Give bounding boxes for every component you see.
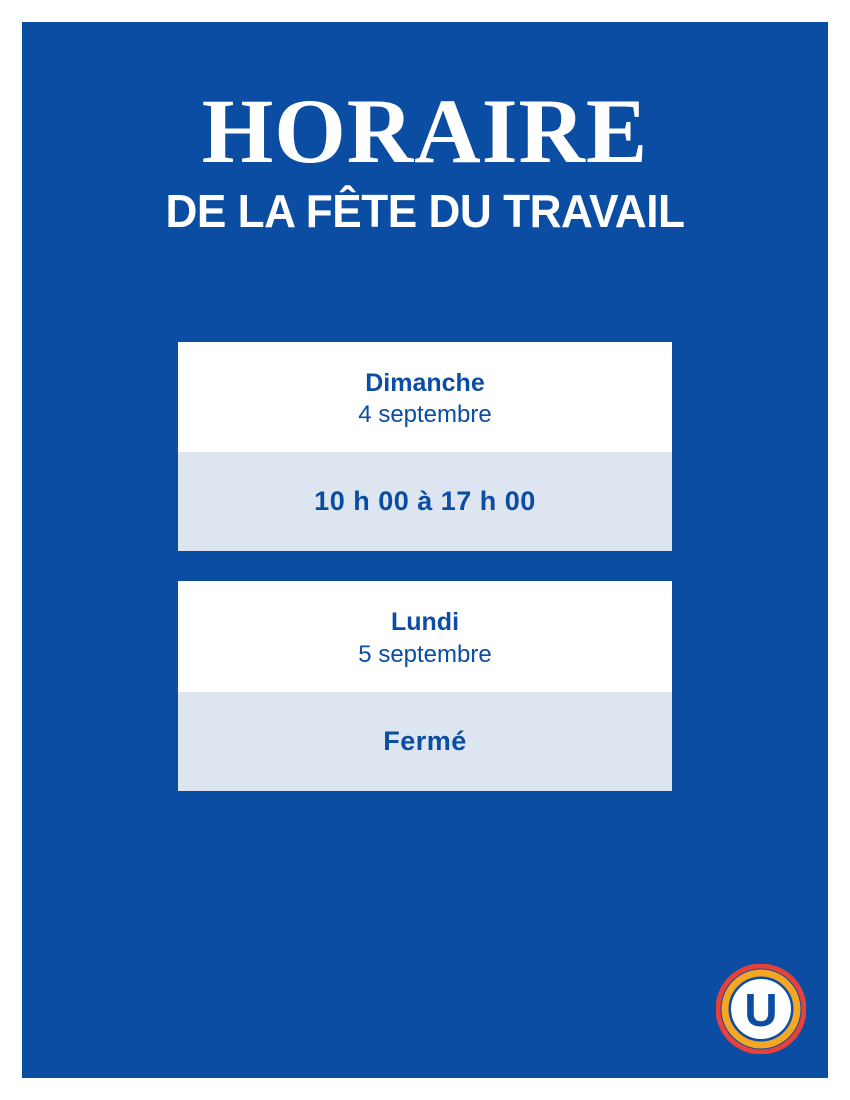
schedule-date-label: 4 septembre <box>358 401 492 429</box>
schedule-list <box>178 342 672 821</box>
schedule-hours-label: Fermé <box>383 725 467 756</box>
schedule-card-header <box>178 342 672 452</box>
logo-letter: U <box>744 984 778 1036</box>
schedule-card-body <box>178 692 672 791</box>
schedule-card <box>178 581 672 790</box>
schedule-card-header <box>178 581 672 691</box>
schedule-day-label: Lundi <box>390 608 460 637</box>
schedule-card <box>178 342 672 551</box>
schedule-day-label: Dimanche <box>365 369 485 397</box>
schedule-date-label: 5 septembre <box>358 640 492 668</box>
page-subtitle: DE LA FÊTE DU TRAVAIL <box>165 185 685 238</box>
schedule-hours-label: 10 h 00 à 17 h 00 <box>314 486 536 517</box>
schedule-card-body <box>178 452 672 551</box>
page-title: HORAIRE <box>201 80 649 182</box>
u-logo <box>716 964 806 1054</box>
title-block <box>22 80 828 238</box>
poster-canvas <box>22 22 828 1078</box>
